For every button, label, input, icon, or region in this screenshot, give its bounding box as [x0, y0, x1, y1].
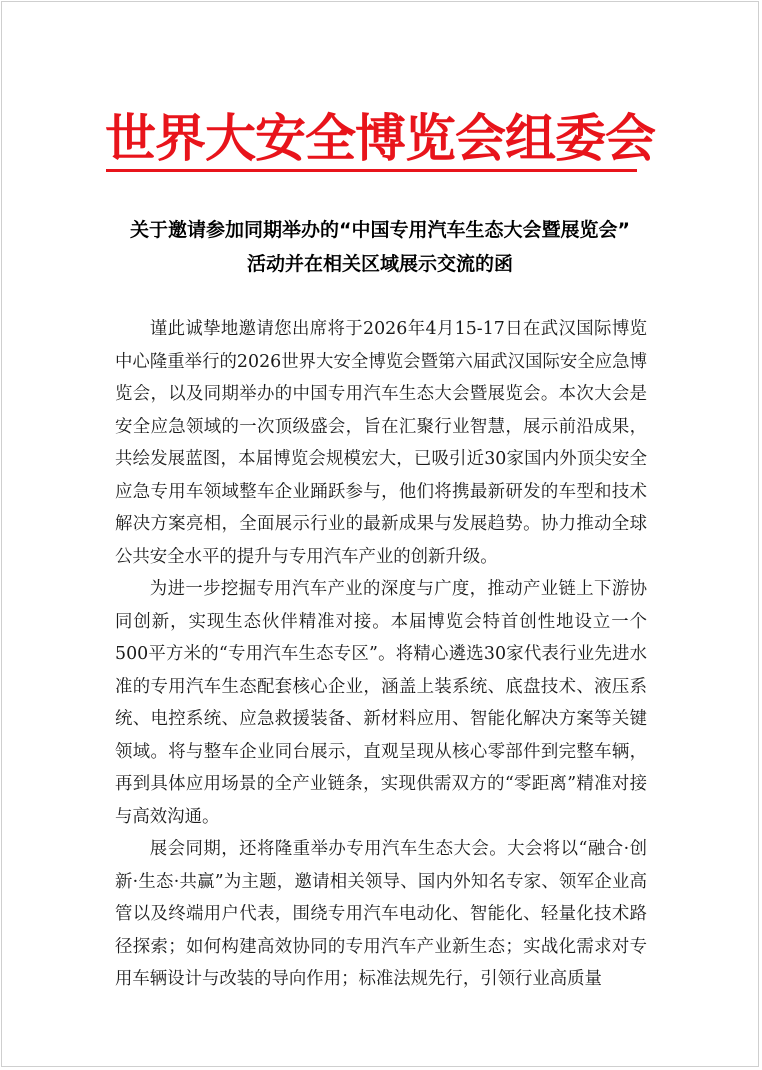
document-body: [115, 313, 647, 996]
body-paragraph-3: 展会同期，还将隆重举办专用汽车生态大会。大会将以“融合·创新·生态·共赢”为主题，邀请相关领导、国内外知名专家、领军企业高管以及终端用户代表，围绕专用汽车电动化、智能化、轻量化技术路径探索；如何构建高效协同的专用汽车产业新生态；实战化需求对专用车辆设计与改装的导向作用；标准法规先行，引领行业高质量: [115, 839, 647, 989]
letterhead-title: 世界大安全博览会组委会: [104, 109, 655, 169]
body-paragraph-1: 谨此诚挚地邀请您出席将于2026年4月15-17日在武汉国际博览中心隆重举行的2026世界大安全博览会暨第六届武汉国际安全应急博览会，以及同期举办的中国专用汽车生态大会暨展览会。本次大会是安全应急领域的一次顶级盛会，旨在汇聚行业智慧，展示前沿成果，共绘发展蓝图，本届博览会规模宏大，已吸引近30家国内外顶尖安全应急专用车领域整车企业踊跃参与，他们将携最新研发的车型和技术解决方案亮相，全面展示行业的最新成果与发展趋势。协力推动全球公共安全水平的提升与专用汽车产业的创新升级。: [115, 319, 647, 567]
document-title-line-2: 活动并在相关区域展示交流的函: [246, 253, 513, 275]
body-paragraph-2: 为进一步挖掘专用汽车产业的深度与广度，推动产业链上下游协同创新，实现生态伙伴精准对接。本届博览会特首创性地设立一个500平方米的“专用汽车生态专区”。将精心遴选30家代表行业先进水准的专用汽车生态配套核心企业，涵盖上装系统、底盘技术、液压系统、电控系统、应急救援装备、新材料应用、智能化解决方案等关键领域。将与整车企业同台展示，直观呈现从核心零部件到完整车辆，再到具体应用场景的全产业链条，实现供需双方的“零距离”精准对接与高效沟通。: [115, 579, 647, 827]
document-title-line-1: 关于邀请参加同期举办的“中国专用汽车生态大会暨展览会”: [130, 219, 630, 241]
letterhead-red-rule: [106, 169, 637, 172]
